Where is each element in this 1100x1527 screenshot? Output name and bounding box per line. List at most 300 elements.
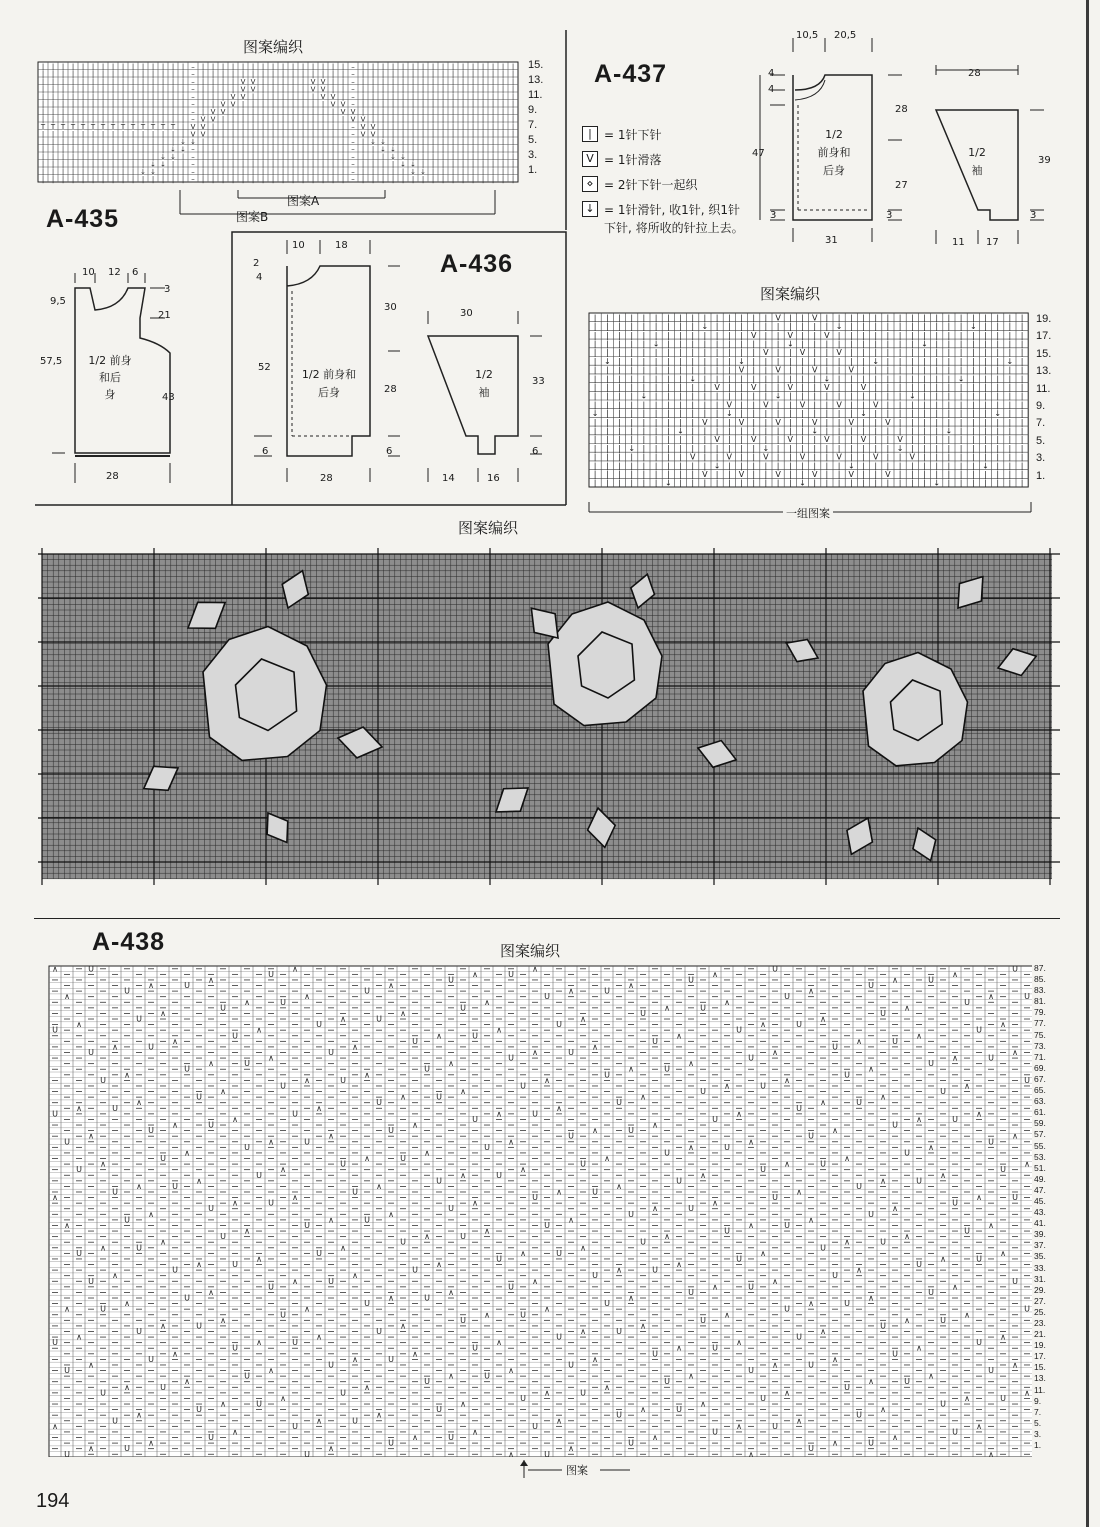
svg-text:|: | xyxy=(341,175,345,184)
a437-code: A-437 xyxy=(594,60,668,88)
svg-text:|: | xyxy=(491,175,495,184)
svg-text:–: – xyxy=(351,167,355,176)
svg-text:∧: ∧ xyxy=(940,1254,946,1264)
svg-text:|: | xyxy=(311,160,315,169)
a435-dim-upper: 21 xyxy=(158,310,171,321)
svg-text:|: | xyxy=(371,70,375,79)
svg-text:|: | xyxy=(211,160,215,169)
svg-text:|: | xyxy=(752,443,756,453)
svg-text:|: | xyxy=(261,122,265,131)
svg-text:U: U xyxy=(556,1248,562,1258)
svg-text:|: | xyxy=(776,400,780,410)
row-number: 13. xyxy=(1036,365,1052,378)
svg-text:V: V xyxy=(738,365,745,375)
svg-text:|: | xyxy=(331,130,335,139)
svg-text:|: | xyxy=(740,339,743,349)
svg-text:U: U xyxy=(940,1087,946,1097)
row-number: 7. xyxy=(528,119,538,131)
svg-text:U: U xyxy=(988,1053,994,1063)
svg-text:|: | xyxy=(874,365,878,375)
svg-text:|: | xyxy=(241,130,245,139)
svg-text:V: V xyxy=(360,115,366,124)
svg-text:V: V xyxy=(763,348,769,358)
svg-text:∧: ∧ xyxy=(388,1293,394,1303)
svg-text:|: | xyxy=(411,107,415,116)
svg-text:↓: ↓ xyxy=(420,167,426,176)
a437-dim-rib: 3 xyxy=(770,210,777,221)
svg-text:|: | xyxy=(947,409,951,419)
svg-text:U: U xyxy=(796,1103,802,1113)
svg-text:|: | xyxy=(984,426,987,436)
svg-text:|: | xyxy=(849,409,853,419)
svg-text:|: | xyxy=(371,152,375,161)
svg-text:|: | xyxy=(654,348,658,358)
svg-text:|: | xyxy=(984,322,987,332)
svg-text:|: | xyxy=(431,167,435,176)
svg-text:|: | xyxy=(71,152,75,161)
svg-text:|: | xyxy=(642,365,646,375)
svg-text:↓: ↓ xyxy=(190,137,196,146)
svg-text:∧: ∧ xyxy=(904,1003,910,1013)
svg-text:|: | xyxy=(491,62,495,71)
svg-text:|: | xyxy=(241,152,245,161)
a437-dim-w1: 10,5 xyxy=(796,30,819,41)
svg-text:∧: ∧ xyxy=(340,1014,346,1024)
svg-text:∧: ∧ xyxy=(352,1042,358,1052)
row-number: 15. xyxy=(528,59,544,71)
svg-text:∧: ∧ xyxy=(196,1176,202,1186)
svg-text:U: U xyxy=(232,1260,238,1270)
svg-text:U: U xyxy=(184,1064,190,1074)
svg-text:V: V xyxy=(775,313,781,323)
legend-item xyxy=(582,151,752,168)
svg-text:|: | xyxy=(61,167,65,176)
svg-text:V: V xyxy=(250,85,256,94)
svg-text:|: | xyxy=(727,469,731,479)
svg-text:|: | xyxy=(481,167,485,176)
svg-text:U: U xyxy=(112,1103,118,1113)
svg-text:∧: ∧ xyxy=(136,1098,142,1108)
svg-text:∧: ∧ xyxy=(712,1198,718,1208)
svg-text:|: | xyxy=(849,313,853,323)
svg-text:|: | xyxy=(764,339,768,349)
svg-text:|: | xyxy=(331,122,335,131)
svg-text:|: | xyxy=(181,167,185,176)
svg-text:|: | xyxy=(703,365,707,375)
svg-text:|: | xyxy=(141,85,145,94)
svg-text:↓: ↓ xyxy=(150,167,156,176)
svg-text:∧: ∧ xyxy=(628,981,634,991)
svg-text:V: V xyxy=(897,435,903,445)
svg-text:↓: ↓ xyxy=(860,409,867,419)
svg-text:|: | xyxy=(752,417,756,427)
svg-text:|: | xyxy=(947,356,951,366)
svg-text:V: V xyxy=(320,85,326,94)
svg-text:|: | xyxy=(642,478,646,488)
a437-body-line: 1/2 xyxy=(825,128,843,141)
a436-dim-rib-r: 6 xyxy=(386,446,393,457)
svg-text:|: | xyxy=(1008,391,1012,401)
svg-text:|: | xyxy=(301,107,305,116)
svg-text:|: | xyxy=(281,160,285,169)
svg-text:|: | xyxy=(461,115,465,124)
svg-text:|: | xyxy=(361,167,365,176)
svg-text:T: T xyxy=(70,122,76,131)
svg-text:|: | xyxy=(81,160,85,169)
svg-text:U: U xyxy=(124,1215,130,1225)
a436-dim-sl-rib: 6 xyxy=(532,446,539,457)
svg-text:|: | xyxy=(81,152,85,161)
svg-text:|: | xyxy=(281,122,285,131)
svg-text:|: | xyxy=(361,145,365,154)
svg-text:|: | xyxy=(593,417,597,427)
svg-text:|: | xyxy=(211,77,215,86)
row-number: 45. xyxy=(1034,1195,1046,1206)
svg-text:|: | xyxy=(959,478,963,488)
svg-text:↓: ↓ xyxy=(380,145,386,154)
svg-text:|: | xyxy=(764,461,768,471)
svg-text:–: – xyxy=(191,115,195,124)
svg-text:|: | xyxy=(151,107,155,116)
svg-text:|: | xyxy=(825,469,829,479)
svg-text:|: | xyxy=(813,452,817,462)
svg-text:∧: ∧ xyxy=(568,1215,574,1225)
row-number: 69. xyxy=(1034,1062,1046,1073)
svg-text:|: | xyxy=(1020,348,1024,358)
svg-text:|: | xyxy=(161,130,165,139)
svg-text:|: | xyxy=(947,391,951,401)
svg-text:|: | xyxy=(654,391,658,401)
svg-text:|: | xyxy=(715,417,719,427)
svg-text:|: | xyxy=(361,62,365,71)
svg-text:|: | xyxy=(605,435,609,445)
svg-text:V: V xyxy=(360,130,366,139)
svg-text:|: | xyxy=(776,382,780,392)
row-number: 1. xyxy=(1036,469,1046,482)
svg-text:|: | xyxy=(301,115,305,124)
svg-text:V: V xyxy=(799,400,806,410)
svg-text:|: | xyxy=(441,107,445,116)
svg-text:U: U xyxy=(532,1109,538,1119)
svg-text:|: | xyxy=(511,70,515,79)
svg-text:|: | xyxy=(441,77,445,86)
svg-text:|: | xyxy=(727,348,731,358)
svg-text:|: | xyxy=(111,62,115,71)
a435-dim-w3: 6 xyxy=(132,267,139,278)
svg-text:|: | xyxy=(441,167,445,176)
svg-text:∧: ∧ xyxy=(472,969,478,979)
svg-text:|: | xyxy=(311,115,315,124)
svg-text:|: | xyxy=(618,435,621,445)
svg-text:|: | xyxy=(421,85,425,94)
a437-dim-sl-rib: 3 xyxy=(1030,210,1037,221)
svg-text:|: | xyxy=(301,145,305,154)
svg-text:|: | xyxy=(593,478,597,488)
svg-text:V: V xyxy=(860,382,867,392)
svg-text:U: U xyxy=(856,1181,862,1191)
svg-text:U: U xyxy=(808,1131,814,1141)
svg-text:V: V xyxy=(848,469,855,479)
svg-text:|: | xyxy=(381,167,385,176)
svg-text:|: | xyxy=(593,382,597,392)
row-number: 9. xyxy=(1034,1395,1042,1406)
svg-text:|: | xyxy=(81,85,85,94)
svg-text:↓: ↓ xyxy=(982,461,989,471)
svg-text:|: | xyxy=(131,77,135,86)
svg-text:|: | xyxy=(752,469,756,479)
svg-text:|: | xyxy=(1020,313,1024,323)
svg-text:|: | xyxy=(61,70,65,79)
svg-text:U: U xyxy=(604,986,610,996)
svg-text:∧: ∧ xyxy=(952,1053,958,1063)
svg-text:|: | xyxy=(605,400,609,410)
svg-text:|: | xyxy=(947,400,951,410)
svg-text:|: | xyxy=(630,478,634,488)
svg-text:U: U xyxy=(292,1109,298,1119)
svg-text:|: | xyxy=(593,330,597,340)
svg-text:|: | xyxy=(593,461,597,471)
svg-text:U: U xyxy=(256,1170,262,1180)
svg-text:∧: ∧ xyxy=(976,1109,982,1119)
svg-text:U: U xyxy=(532,1193,538,1203)
svg-text:|: | xyxy=(1008,452,1012,462)
svg-text:|: | xyxy=(251,145,255,154)
svg-text:|: | xyxy=(703,348,707,358)
svg-text:|: | xyxy=(984,443,987,453)
svg-text:|: | xyxy=(874,461,878,471)
svg-text:∧: ∧ xyxy=(448,1287,454,1297)
svg-text:V: V xyxy=(320,92,326,101)
svg-text:|: | xyxy=(837,461,841,471)
svg-text:|: | xyxy=(862,313,865,323)
svg-text:|: | xyxy=(361,107,365,116)
svg-text:|: | xyxy=(101,77,105,86)
a436-dim-sl-h: 33 xyxy=(532,376,545,387)
svg-text:|: | xyxy=(605,348,609,358)
svg-text:|: | xyxy=(593,322,597,332)
svg-text:|: | xyxy=(666,356,670,366)
svg-text:|: | xyxy=(121,85,125,94)
svg-text:|: | xyxy=(813,339,817,349)
svg-text:|: | xyxy=(691,322,695,332)
svg-text:|: | xyxy=(959,469,963,479)
svg-text:U: U xyxy=(424,1064,430,1074)
svg-text:|: | xyxy=(691,478,695,488)
svg-text:|: | xyxy=(1020,400,1024,410)
svg-text:|: | xyxy=(221,62,225,71)
svg-text:|: | xyxy=(451,85,455,94)
svg-text:|: | xyxy=(81,100,85,109)
svg-text:∧: ∧ xyxy=(712,969,718,979)
svg-text:|: | xyxy=(391,167,395,176)
svg-text:U: U xyxy=(868,1209,874,1219)
svg-text:U: U xyxy=(208,1120,214,1130)
svg-text:|: | xyxy=(71,175,75,184)
svg-text:|: | xyxy=(1020,443,1024,453)
svg-text:|: | xyxy=(813,435,817,445)
svg-text:U: U xyxy=(244,1059,250,1069)
svg-text:|: | xyxy=(511,175,515,184)
svg-text:∧: ∧ xyxy=(796,1187,802,1197)
top-chart-title: 图案编织 xyxy=(243,38,304,56)
svg-text:V: V xyxy=(885,469,891,479)
svg-text:|: | xyxy=(935,356,939,366)
svg-text:|: | xyxy=(679,382,682,392)
svg-text:|: | xyxy=(121,70,125,79)
svg-text:↓: ↓ xyxy=(908,391,916,401)
svg-text:|: | xyxy=(862,356,865,366)
svg-text:|: | xyxy=(825,443,829,453)
svg-text:|: | xyxy=(81,175,85,184)
svg-text:|: | xyxy=(121,107,125,116)
svg-text:|: | xyxy=(141,175,145,184)
svg-text:∧: ∧ xyxy=(1012,1047,1018,1057)
a437-sleeve-line: 1/2 xyxy=(968,146,986,159)
svg-text:|: | xyxy=(703,330,707,340)
svg-text:|: | xyxy=(947,348,951,358)
svg-text:|: | xyxy=(461,77,465,86)
svg-text:|: | xyxy=(764,322,768,332)
a437-dim-rib-r: 3 xyxy=(886,210,893,221)
svg-text:|: | xyxy=(862,330,865,340)
svg-text:|: | xyxy=(321,70,325,79)
svg-text:|: | xyxy=(923,348,926,358)
svg-text:|: | xyxy=(703,435,707,445)
svg-text:V: V xyxy=(330,100,336,109)
svg-text:|: | xyxy=(764,365,768,375)
svg-text:|: | xyxy=(910,478,914,488)
svg-text:∧: ∧ xyxy=(316,1103,322,1113)
svg-text:V: V xyxy=(836,400,842,410)
a438-code: A-438 xyxy=(92,928,166,956)
svg-text:↓: ↓ xyxy=(811,426,819,436)
svg-text:|: | xyxy=(947,365,951,375)
svg-text:V: V xyxy=(370,130,376,139)
svg-text:U: U xyxy=(928,1287,934,1297)
svg-text:|: | xyxy=(281,152,285,161)
svg-text:∧: ∧ xyxy=(976,1193,982,1203)
a437-dim-n1: 4 xyxy=(768,68,775,79)
svg-text:↓: ↓ xyxy=(677,426,684,436)
svg-text:U: U xyxy=(724,1226,730,1236)
svg-text:|: | xyxy=(679,417,682,427)
svg-text:U: U xyxy=(244,1142,250,1152)
a436-dim-w1: 10 xyxy=(292,240,305,251)
svg-text:U: U xyxy=(652,1265,658,1275)
svg-text:∧: ∧ xyxy=(244,1226,250,1236)
svg-text:∧: ∧ xyxy=(328,1215,334,1225)
svg-text:|: | xyxy=(935,409,939,419)
svg-text:|: | xyxy=(391,77,395,86)
svg-text:|: | xyxy=(666,313,670,323)
svg-text:|: | xyxy=(151,70,155,79)
svg-text:U: U xyxy=(1024,1075,1030,1085)
svg-text:|: | xyxy=(727,443,731,453)
svg-text:|: | xyxy=(311,122,315,131)
svg-text:|: | xyxy=(281,62,285,71)
svg-text:∧: ∧ xyxy=(580,1014,586,1024)
svg-text:|: | xyxy=(679,330,682,340)
svg-text:|: | xyxy=(211,175,215,184)
svg-text:|: | xyxy=(121,62,125,71)
svg-text:|: | xyxy=(630,365,634,375)
label-pattern-b: 图案B xyxy=(236,210,269,224)
svg-text:∧: ∧ xyxy=(556,1103,562,1113)
svg-text:∧: ∧ xyxy=(304,992,310,1002)
svg-text:|: | xyxy=(618,461,621,471)
svg-text:|: | xyxy=(752,322,756,332)
svg-text:|: | xyxy=(923,461,926,471)
svg-text:|: | xyxy=(231,160,235,169)
svg-text:U: U xyxy=(916,1260,922,1270)
svg-text:|: | xyxy=(593,356,597,366)
svg-text:|: | xyxy=(441,145,445,154)
svg-text:|: | xyxy=(381,175,385,184)
svg-text:|: | xyxy=(371,85,375,94)
svg-text:|: | xyxy=(391,115,395,124)
svg-text:|: | xyxy=(642,348,646,358)
svg-text:|: | xyxy=(898,330,902,340)
svg-text:|: | xyxy=(923,400,926,410)
svg-text:|: | xyxy=(996,330,1000,340)
svg-text:|: | xyxy=(181,77,185,86)
svg-text:|: | xyxy=(727,330,731,340)
svg-text:|: | xyxy=(618,443,621,453)
svg-text:|: | xyxy=(471,122,475,131)
svg-text:|: | xyxy=(261,137,265,146)
svg-text:V: V xyxy=(811,469,818,479)
svg-text:U: U xyxy=(112,1187,118,1197)
svg-text:|: | xyxy=(211,62,215,71)
a436-dim-w2: 18 xyxy=(335,240,348,251)
svg-text:|: | xyxy=(727,365,731,375)
svg-text:|: | xyxy=(341,137,345,146)
row-number: 19. xyxy=(1036,313,1052,325)
a436-body-line: 后身 xyxy=(318,386,340,399)
svg-text:U: U xyxy=(748,1053,754,1063)
svg-text:|: | xyxy=(431,85,435,94)
svg-text:|: | xyxy=(151,62,155,71)
svg-text:–: – xyxy=(191,100,195,109)
svg-text:U: U xyxy=(592,1271,598,1281)
svg-text:|: | xyxy=(935,330,939,340)
svg-text:|: | xyxy=(411,130,415,139)
svg-text:↓: ↓ xyxy=(390,145,396,154)
svg-text:|: | xyxy=(81,145,85,154)
svg-text:∧: ∧ xyxy=(748,1137,754,1147)
svg-text:|: | xyxy=(1020,322,1024,332)
svg-text:|: | xyxy=(281,77,285,86)
svg-text:|: | xyxy=(1008,426,1012,436)
legend-text: = 1针滑落 xyxy=(604,153,662,167)
svg-text:|: | xyxy=(910,313,914,323)
svg-text:|: | xyxy=(740,322,743,332)
svg-text:↓: ↓ xyxy=(823,374,831,384)
svg-text:–: – xyxy=(191,167,195,176)
svg-text:↓: ↓ xyxy=(640,391,648,401)
svg-text:|: | xyxy=(788,426,792,436)
svg-text:V: V xyxy=(350,115,356,124)
svg-text:|: | xyxy=(679,322,682,332)
svg-text:|: | xyxy=(825,461,829,471)
svg-text:∧: ∧ xyxy=(448,1059,454,1069)
svg-text:|: | xyxy=(231,62,235,71)
svg-text:V: V xyxy=(250,77,256,86)
svg-text:|: | xyxy=(727,356,731,366)
svg-text:U: U xyxy=(508,1053,514,1063)
svg-text:U: U xyxy=(232,1031,238,1041)
svg-text:|: | xyxy=(959,409,963,419)
